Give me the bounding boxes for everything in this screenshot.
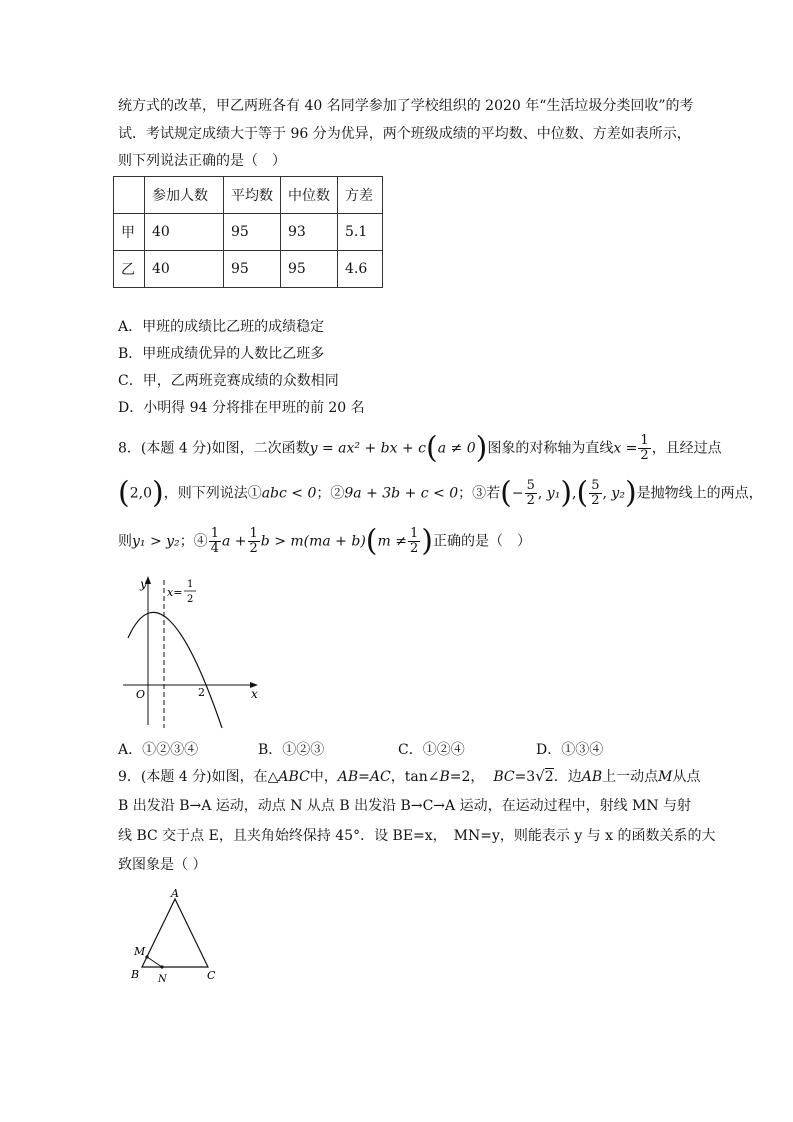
origin-label: O <box>136 688 146 701</box>
q8-text: 是抛物线上的两点， <box>636 485 763 502</box>
q8-line-2: (2,0)，则下列说法①abc < 0；②9a + 3b + c < 0；③若(− $\frac{5}{2}$ , y₁),( $\frac{5}{2}$ , y₂)是抛物线上的两点， <box>118 475 763 511</box>
paren-close: ) <box>475 430 488 466</box>
table-header-cell: 方差 <box>338 177 383 214</box>
y1-label: y₁ <box>546 485 561 502</box>
q8-text: 8．(本题 4 分)如图，二次函数 <box>118 440 310 457</box>
q9-italic: AB <box>581 769 603 785</box>
q8-condition: a ≠ 0 <box>437 440 476 457</box>
minus-sign: − <box>511 485 524 502</box>
vertex-a-label: A <box>171 887 179 900</box>
numerator: 1 <box>249 526 258 541</box>
table-cell: 4.6 <box>338 251 383 288</box>
table-header-cell: 参加人数 <box>145 177 224 214</box>
q8-point: 2,0 <box>129 485 152 502</box>
fraction-five-halves <box>525 479 537 508</box>
table-cell: 95 <box>224 214 281 251</box>
denominator: 2 <box>640 448 649 463</box>
q9-text: 9．(本题 4 分)如图，在△ <box>118 769 279 785</box>
q8-x-eq: x = <box>613 440 638 457</box>
segment-mn <box>147 957 162 967</box>
q9-triangle-figure <box>125 885 225 985</box>
q8-option-b: B．①②③ <box>258 742 325 758</box>
parabola-curve <box>128 612 222 728</box>
q9-line-2: B 出发沿 B→A 运动，动点 N 从点 B 出发沿 B→C→A 运动，在运动过程中，射线 MN 与射 <box>118 798 692 814</box>
triangle-abc <box>142 899 208 967</box>
point-m-label: M <box>134 945 146 958</box>
q9-line-1 <box>118 766 700 787</box>
paren-close: ) <box>560 475 573 511</box>
paren-close: ) <box>151 475 164 511</box>
q7-stats-table <box>113 176 383 288</box>
q7-option-d: D．小明得 94 分将排在甲班的前 20 名 <box>118 400 365 416</box>
fraction-half <box>638 434 650 463</box>
paren-close: ) <box>624 475 637 511</box>
q8-text: ；② <box>316 485 345 502</box>
symmetry-axis-num: 1 <box>187 579 194 590</box>
q9-italic: M <box>658 769 673 785</box>
denominator: 2 <box>526 493 535 508</box>
y2-label: y₂ <box>611 485 625 502</box>
q8-text: ；④ <box>179 533 208 550</box>
q9-text: =3 <box>514 769 536 785</box>
vertex-c-label: C <box>207 969 216 982</box>
table-cell: 93 <box>281 214 338 251</box>
q9-line-4: 致图象是（ ） <box>118 857 207 873</box>
table-header-cell: 中位数 <box>281 177 338 214</box>
q9-line-3: 线 BC 交于点 E，且夹角始终保持 45°．设 BE=x， MN=y，则能表示 y 与 x 的函数关系的大 <box>118 828 716 844</box>
denominator: 4 <box>210 541 219 556</box>
denominator: 2 <box>409 541 419 556</box>
q9-text: 中， <box>309 769 338 785</box>
table-cell: 乙 <box>114 251 145 288</box>
q7-option-b: B．甲班成绩优异的人数比乙班多 <box>118 346 325 362</box>
numerator: 1 <box>210 526 219 541</box>
q7-line-3: 则下列说法正确的是（ ） <box>118 153 286 169</box>
q8-text: ，且经过点 <box>651 440 722 457</box>
q9-text: ．边 <box>553 769 582 785</box>
q8-option-a: A．①②③④ <box>118 742 199 758</box>
x-axis-label: x <box>251 687 258 701</box>
symmetry-axis-label: x= <box>167 586 183 599</box>
q8-statement-1: abc < 0 <box>261 485 317 502</box>
q8-equation: y = ax² + bx + c <box>309 440 426 457</box>
q7-option-c: C．甲，乙两班竞赛成绩的众数相同 <box>118 373 339 389</box>
q8-statement-3: y₁ > y₂ <box>132 533 180 550</box>
paren-open: ( <box>365 523 378 559</box>
point-m <box>145 955 148 958</box>
table-cell: 40 <box>145 251 224 288</box>
table-cell: 甲 <box>114 214 145 251</box>
q8-line-1 <box>118 430 722 466</box>
q8-parabola-figure <box>118 570 268 730</box>
q9-text: 从点 <box>672 769 701 785</box>
q8-line-3 <box>118 523 531 559</box>
paren-open: ( <box>576 475 589 511</box>
paren-open: ( <box>118 475 130 511</box>
q9-text: =2， <box>449 769 485 785</box>
fraction-quarter <box>209 527 221 556</box>
point-n <box>160 965 163 968</box>
q9-italic: AB=AC <box>337 769 391 785</box>
numerator: 5 <box>526 478 535 493</box>
q8-option-c: C．①②④ <box>398 742 465 758</box>
numerator: 1 <box>409 526 419 541</box>
q7-line-1: 统方式的改革，甲乙两班各有 40 名同学参加了学校组织的 2020 年“生活垃圾分类回收”的考 <box>118 98 694 114</box>
q9-italic: ABC <box>278 769 310 785</box>
denominator: 2 <box>249 541 258 556</box>
x-intercept-label: 2 <box>198 686 205 699</box>
y-axis-label: y <box>140 577 147 591</box>
q7-line-2: 试．考试规定成绩大于等于 96 分为优异，两个班级成绩的平均数、中位数、方差如表所示， <box>118 126 691 142</box>
q9-text: ，tan∠ <box>390 769 440 785</box>
table-row <box>114 251 383 288</box>
q8-statement-4a: a + <box>221 533 247 550</box>
q8-text: 则 <box>118 533 132 550</box>
table-cell: 95 <box>224 251 281 288</box>
fraction-half <box>248 527 260 556</box>
symmetry-axis-den: 2 <box>187 594 194 605</box>
q8-text: ；③若 <box>458 485 501 502</box>
q8-m-neq: m ≠ <box>377 533 407 550</box>
fraction-five-halves <box>589 479 601 508</box>
q9-italic: B <box>439 769 450 785</box>
q8-text: 正确的是（ ） <box>432 533 531 550</box>
paren-open: ( <box>426 430 438 466</box>
vertex-b-label: B <box>131 968 140 981</box>
q8-option-d: D．①③④ <box>536 742 604 758</box>
table-cell: 95 <box>281 251 338 288</box>
table-header-row <box>114 177 383 214</box>
table-header-cell: 平均数 <box>224 177 281 214</box>
table-cell: 5.1 <box>338 214 383 251</box>
fraction-half <box>408 527 420 556</box>
point-n-label: N <box>158 974 167 985</box>
paren-close: ) <box>421 523 433 559</box>
table-cell: 40 <box>145 214 224 251</box>
q8-statement-4b: b > m(ma + b) <box>260 533 366 550</box>
denominator: 2 <box>591 493 600 508</box>
sqrt-radicand: 2 <box>544 769 554 785</box>
numerator: 1 <box>640 433 649 448</box>
q8-text: ，则下列说法① <box>163 485 262 502</box>
q8-text: 图象的对称轴为直线 <box>487 440 614 457</box>
paren-open: ( <box>500 475 512 511</box>
table-header-cell <box>114 177 145 214</box>
q8-statement-2: 9a + 3b + c < 0 <box>344 485 459 502</box>
q9-italic: BC <box>493 769 515 785</box>
q9-text: 上一动点 <box>602 769 659 785</box>
numerator: 5 <box>591 478 600 493</box>
table-row <box>114 214 383 251</box>
sqrt-sign: √ <box>535 767 545 785</box>
q7-option-a: A．甲班的成绩比乙班的成绩稳定 <box>118 319 325 335</box>
